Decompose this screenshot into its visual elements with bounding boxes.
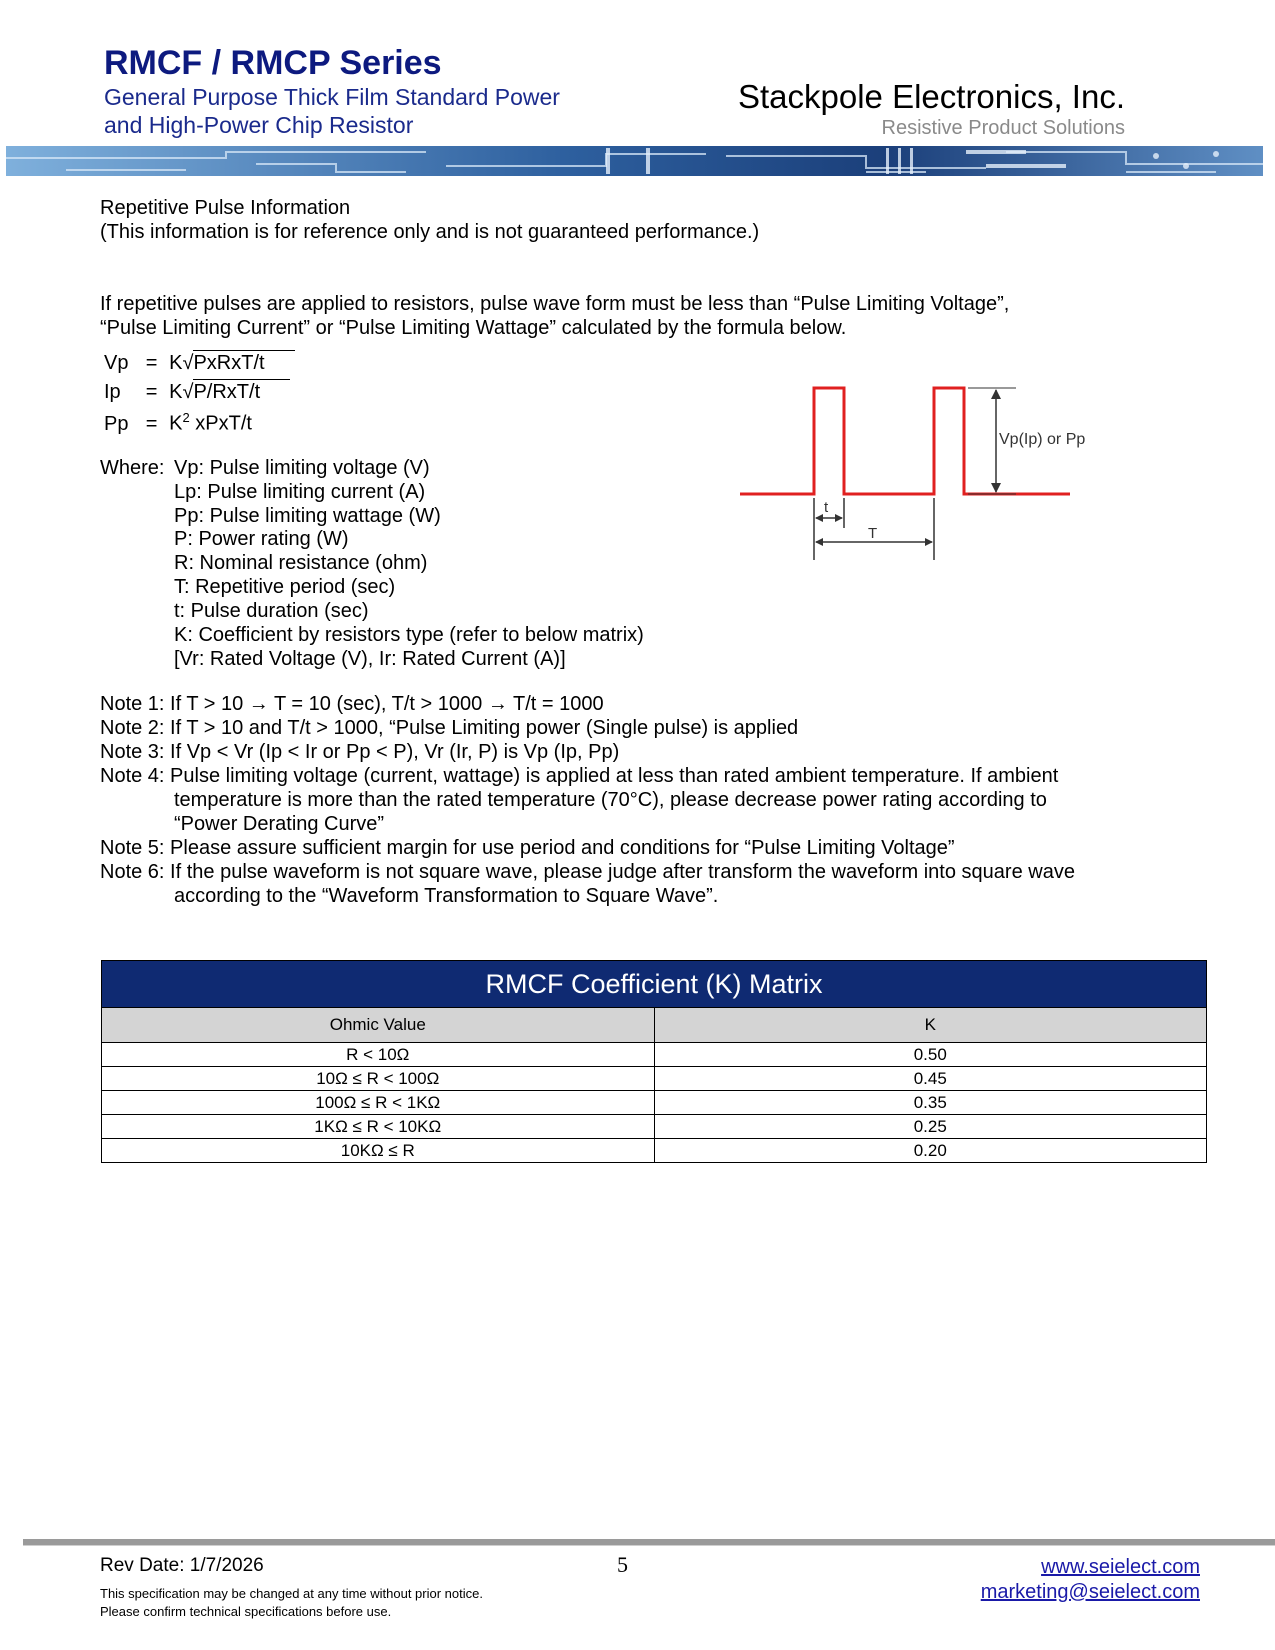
where-item: [Vr: Rated Voltage (V), Ir: Rated Current (A)] — [174, 648, 566, 670]
header-banner — [6, 146, 1263, 176]
intro-line-1: If repetitive pulses are applied to resistors, pulse wave form must be less than “Pulse Limiting Voltage”, — [100, 293, 1010, 315]
note-6-continued: according to the “Waveform Transformation to Square Wave”. — [174, 885, 719, 907]
table-title: RMCF Coefficient (K) Matrix — [102, 961, 1207, 1008]
formula-prefix: K√ — [169, 381, 194, 403]
formula-equals: = — [145, 412, 158, 435]
where-item: K: Coefficient by resistors type (refer to below matrix) — [174, 624, 644, 646]
formula-exponent: 2 — [182, 410, 190, 425]
subtitle-line-1: General Purpose Thick Film Standard Power — [104, 84, 560, 110]
formula-rest: xPxT/t — [195, 412, 252, 435]
website-link[interactable]: www.seielect.com — [1041, 1556, 1200, 1578]
where-item: Pp: Pulse limiting wattage (W) — [174, 505, 441, 527]
column-header-k: K — [654, 1008, 1207, 1043]
disclaimer-text: (This information is for reference only and is not guaranteed performance.) — [100, 221, 760, 243]
note-3: Note 3: If Vp < Vr (Ip < Ir or Pp < P), Vr (Ir, P) is Vp (Ip, Pp) — [100, 741, 620, 763]
note-4-continued: “Power Derating Curve” — [174, 813, 385, 835]
company-tagline: Resistive Product Solutions — [881, 117, 1125, 139]
where-item: T: Repetitive period (sec) — [174, 576, 396, 598]
table-row — [102, 1115, 1207, 1139]
formula-equals: = — [145, 381, 158, 403]
pulse-width-label: t — [824, 499, 829, 516]
formula-radicand: P/RxT/t — [193, 379, 290, 403]
k-value-cell: 0.25 — [654, 1115, 1207, 1139]
intro-line-2: “Pulse Limiting Current” or “Pulse Limiting Wattage” calculated by the formula below. — [100, 317, 847, 339]
page-number: 5 — [617, 1552, 628, 1577]
ohmic-value-cell: 1KΩ ≤ R < 10KΩ — [102, 1115, 655, 1139]
where-item: P: Power rating (W) — [174, 528, 349, 550]
formula-base: K — [169, 412, 183, 435]
formula-lhs: Ip — [104, 381, 121, 403]
formula-equals: = — [145, 352, 158, 374]
formula-ip — [104, 381, 290, 404]
table-row — [102, 1139, 1207, 1163]
formula-lhs: Pp — [104, 412, 129, 435]
note-4: Note 4: Pulse limiting voltage (current, wattage) is applied at less than rated ambient temperature. If ambient — [100, 765, 1059, 787]
note-5: Note 5: Please assure sufficient margin for use period and conditions for “Pulse Limiting Voltage” — [100, 837, 955, 859]
where-item: t: Pulse duration (sec) — [174, 600, 369, 622]
k-value-cell: 0.20 — [654, 1139, 1207, 1163]
section-title: Repetitive Pulse Information — [100, 197, 351, 219]
footer-notice-line-2: Please confirm technical specifications before use. — [100, 1604, 392, 1619]
formula-radicand: PxRxT/t — [193, 350, 294, 374]
company-name: Stackpole Electronics, Inc. — [737, 78, 1125, 115]
amplitude-label: Vp(Ip) or Pp — [999, 431, 1086, 448]
formula-prefix: K√ — [169, 352, 194, 374]
k-value-cell: 0.50 — [654, 1043, 1207, 1067]
k-value-cell: 0.45 — [654, 1067, 1207, 1091]
column-header-ohmic-value: Ohmic Value — [102, 1008, 655, 1043]
formula-vp — [104, 352, 295, 375]
pulse-waveform-diagram — [740, 382, 1110, 562]
footer-divider — [23, 1539, 1275, 1546]
note-4-continued: temperature is more than the rated temperature (70°C), please decrease power rating according to — [174, 789, 1047, 811]
note-6: Note 6: If the pulse waveform is not square wave, please judge after transform the waveform into square wave — [100, 861, 1075, 883]
email-link[interactable]: marketing@seielect.com — [980, 1581, 1200, 1603]
where-item: Vp: Pulse limiting voltage (V) — [174, 457, 430, 479]
k-value-cell: 0.35 — [654, 1091, 1207, 1115]
where-item: Lp: Pulse limiting current (A) — [174, 481, 426, 503]
coefficient-matrix-table — [101, 960, 1207, 1163]
formula-lhs: Vp — [104, 352, 129, 374]
subtitle-line-2: and High-Power Chip Resistor — [104, 112, 414, 138]
note-1: Note 1: If T > 10 → T = 10 (sec), T/t > 1000 → T/t = 1000 — [100, 693, 604, 715]
note-2: Note 2: If T > 10 and T/t > 1000, “Pulse Limiting power (Single pulse) is applied — [100, 717, 799, 739]
table-row — [102, 1043, 1207, 1067]
ohmic-value-cell: R < 10Ω — [102, 1043, 655, 1067]
ohmic-value-cell: 100Ω ≤ R < 1KΩ — [102, 1091, 655, 1115]
revision-date: Rev Date: 1/7/2026 — [100, 1555, 264, 1576]
formula-pp — [104, 410, 252, 436]
where-label: Where: — [100, 457, 165, 479]
series-title: RMCF / RMCP Series — [104, 44, 442, 82]
where-item: R: Nominal resistance (ohm) — [174, 552, 428, 574]
table-title-row — [102, 961, 1207, 1008]
table-row — [102, 1067, 1207, 1091]
table-header-row — [102, 1008, 1207, 1043]
ohmic-value-cell: 10KΩ ≤ R — [102, 1139, 655, 1163]
period-label: T — [868, 525, 878, 542]
table-row — [102, 1091, 1207, 1115]
ohmic-value-cell: 10Ω ≤ R < 100Ω — [102, 1067, 655, 1091]
footer-notice-line-1: This specification may be changed at any time without prior notice. — [100, 1586, 483, 1601]
